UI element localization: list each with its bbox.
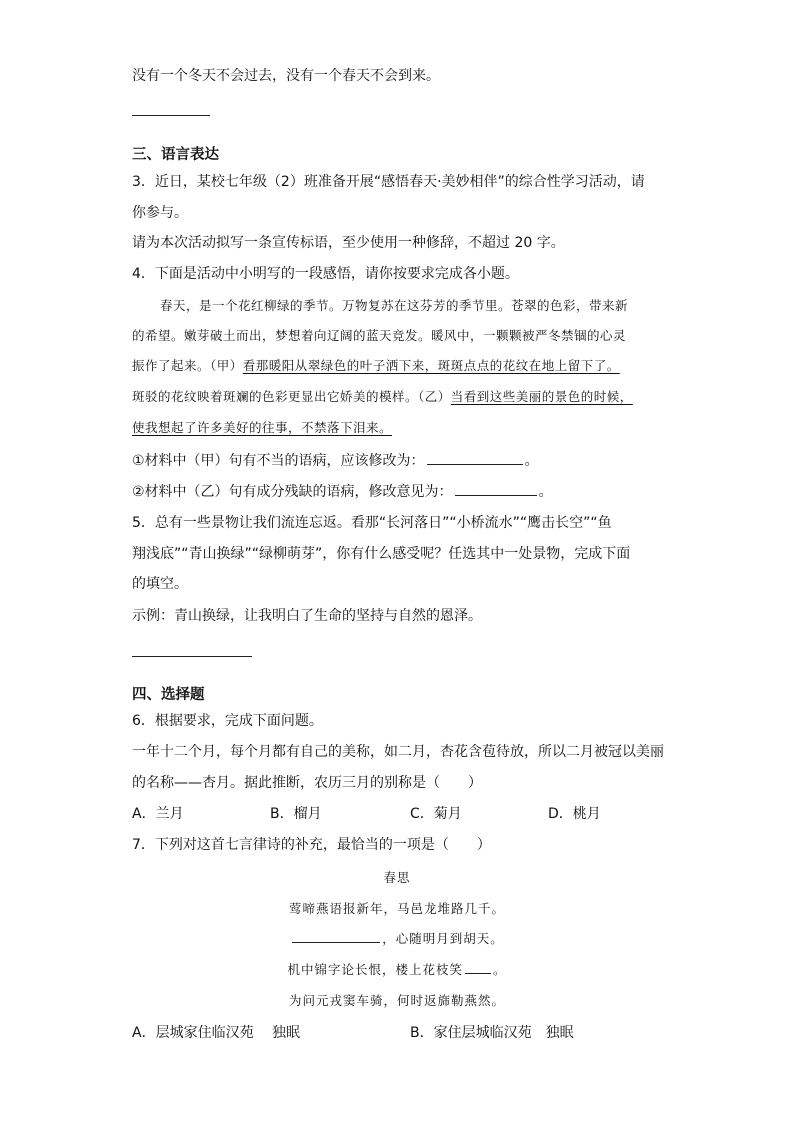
question-5-text-end: 的填空。 <box>132 576 188 592</box>
answer-blank-sub-1[interactable] <box>427 452 523 465</box>
question-3-instruction: 请为本次活动拟写一条宣传标语，至少使用一种修辞，不超过 20 字。 <box>132 235 565 251</box>
question-4-sub-1-text: ①材料中（甲）句有不当的语病，应该修改为： <box>132 453 425 469</box>
poem-line-3-text: 机中锦字论长恨，楼上花枝笑 <box>287 962 463 977</box>
section-four-title: 四、选择题 <box>132 687 205 703</box>
question-4-sub-1 <box>132 451 539 471</box>
question-4-sub-2-end: 。 <box>538 484 553 500</box>
q6-option-b[interactable]: B．榴月 <box>270 806 322 822</box>
poem-line-3-end: 。 <box>493 962 507 977</box>
question-6-stem-cont: 的名称——杏月。据此推断，农历三月的别称是（ ） <box>132 775 482 791</box>
poem-title: 春思 <box>383 870 411 885</box>
passage-sentence-yi: 当看到这些美丽的景色的时候， <box>450 389 633 404</box>
question-5-text: 5．总有一些景物让我们流连忘返。看那“长河落日”“小桥流水”“鹰击长空”“鱼 <box>132 515 612 531</box>
q6-option-d[interactable]: D．桃月 <box>548 806 601 822</box>
passage-line-4-lead: 斑驳的花纹映着斑斓的色彩更显出它娇美的模样。（乙） <box>132 389 451 404</box>
question-4-sub-1-end: 。 <box>524 453 539 469</box>
q7-option-a[interactable]: A．层城家住临汉苑 独眠 <box>132 1025 301 1041</box>
passage-line-3 <box>132 356 620 376</box>
answer-blank-line[interactable] <box>132 656 252 657</box>
passage-line-4 <box>132 387 633 407</box>
q6-option-a[interactable]: A．兰月 <box>132 806 184 822</box>
question-3-text: 3．近日，某校七年级（2）班准备开展“感悟春天·美妙相伴”的综合性学习活动，请 <box>132 174 645 190</box>
section-three-title: 三、语言表达 <box>132 147 219 163</box>
question-4-text: 4．下面是活动中小明写的一段感悟，请你按要求完成各小题。 <box>132 266 519 282</box>
question-5-example: 示例：青山换绿，让我明白了生命的坚持与自然的恩泽。 <box>132 608 482 624</box>
question-6-stem: 一年十二个月，每个月都有自己的美称，如二月，杏花含苞待放，所以二月被冠以美丽 <box>132 744 664 760</box>
passage-sentence-jia: 看那暖阳从翠绿色的叶子洒下来，斑斑点点的花纹在地上留下了。 <box>242 358 620 373</box>
question-5-text-cont: 翔浅底”“青山换绿”“绿柳萌芽”，你有什么感受呢？任选其中一处景物，完成下面 <box>132 546 631 562</box>
passage-line-1: 春天，是一个花红柳绿的季节。万物复苏在这芬芳的季节里。苍翠的色彩，带来新 <box>160 298 629 313</box>
poem-line-4: 为问元戎窦车骑，何时返旆勒燕然。 <box>288 993 505 1008</box>
question-4-sub-2 <box>132 482 553 502</box>
q7-option-b[interactable]: B．家住层城临汉苑 独眠 <box>410 1025 574 1041</box>
poem-line-3 <box>0 960 794 978</box>
question-3-text-cont: 你参与。 <box>132 205 188 221</box>
q6-option-c[interactable]: C．菊月 <box>410 806 462 822</box>
poem-line-2 <box>0 929 794 947</box>
passage-line-2: 的希望。嫩芽破土而出，梦想着向辽阔的蓝天竞发。暖风中，一颗颗被严冬禁锢的心灵 <box>132 328 627 343</box>
poem-line-1: 莺啼燕语报新年，马邑龙堆路几千。 <box>288 901 505 916</box>
quote-line: 没有一个冬天不会过去，没有一个春天不会到来。 <box>132 68 440 84</box>
answer-blank-sub-2[interactable] <box>455 483 537 496</box>
question-4-sub-2-text: ②材料中（乙）句有成分残缺的语病，修改意见为： <box>132 484 453 500</box>
passage-line-5: 使我想起了许多美好的往事，不禁落下泪来。 <box>132 420 393 435</box>
poem-blank-2[interactable] <box>465 961 491 974</box>
poem-line-2-text: ，心随明月到胡天。 <box>382 931 504 946</box>
question-6-text: 6．根据要求，完成下面问题。 <box>132 713 323 729</box>
poem-blank-1[interactable] <box>292 930 380 943</box>
question-7-text: 7．下列对这首七言律诗的补充，最恰当的一项是（ ） <box>132 837 491 853</box>
passage-line-3-lead: 振作了起来。（甲） <box>132 358 243 373</box>
answer-blank-line[interactable] <box>132 115 210 116</box>
